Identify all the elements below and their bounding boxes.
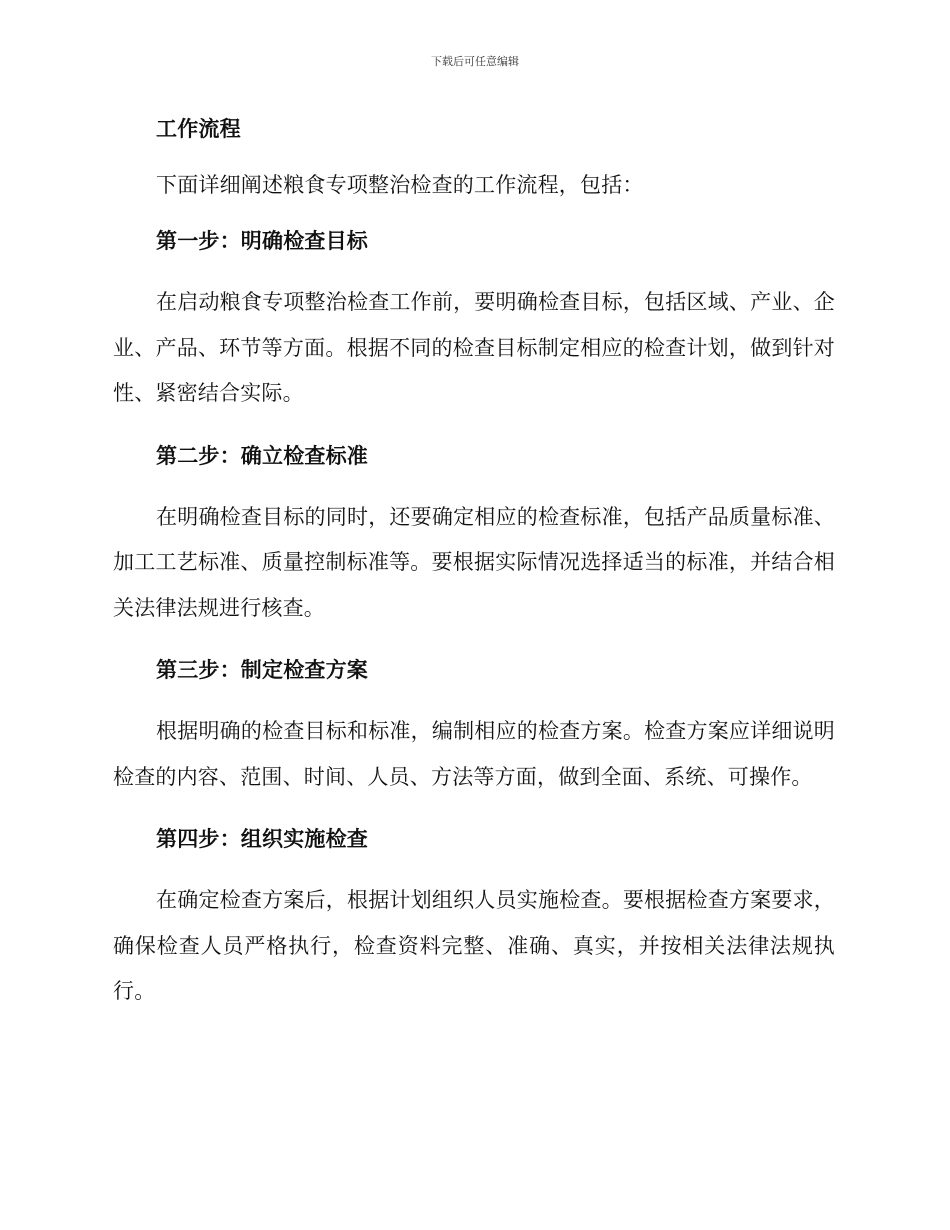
step-1-paragraph: 在启动粮食专项整治检查工作前，要明确检查目标，包括区域、产业、企业、产品、环节等方面。根据不同的检查目标制定相应的检查计划，做到针对性、紧密结合实际。 xyxy=(113,290,835,405)
step-3-section xyxy=(113,653,835,800)
step-4-paragraph: 在确定检查方案后，根据计划组织人员实施检查。要根据检查方案要求，确保检查人员严格执行，检查资料完整、准确、真实，并按相关法律法规执行。 xyxy=(113,888,835,1003)
header-note: 下载后可任意编辑 xyxy=(431,55,519,68)
step-2-section xyxy=(113,439,835,632)
step-3-heading: 第三步：制定检查方案 xyxy=(156,658,368,682)
step-4-section xyxy=(113,822,835,1015)
section-title: 工作流程 xyxy=(156,117,241,141)
step-1-section xyxy=(113,224,835,417)
step-2-heading: 第二步：确立检查标准 xyxy=(156,443,368,468)
document-content xyxy=(113,112,835,1037)
step-4-heading: 第四步：组织实施检查 xyxy=(156,827,368,851)
step-3-paragraph: 根据明确的检查目标和标准，编制相应的检查方案。检查方案应详细说明检查的内容、范围、时间、人员、方法等方面，做到全面、系统、可操作。 xyxy=(113,719,835,789)
step-2-paragraph: 在明确检查目标的同时，还要确定相应的检查标准，包括产品质量标准、加工工艺标准、质量控制标准等。要根据实际情况选择适当的标准，并结合相关法律法规进行核查。 xyxy=(113,504,835,620)
step-1-heading: 第一步：明确检查目标 xyxy=(156,229,368,253)
intro-paragraph: 下面详细阐述粮食专项整治检查的工作流程，包括： xyxy=(156,173,644,197)
